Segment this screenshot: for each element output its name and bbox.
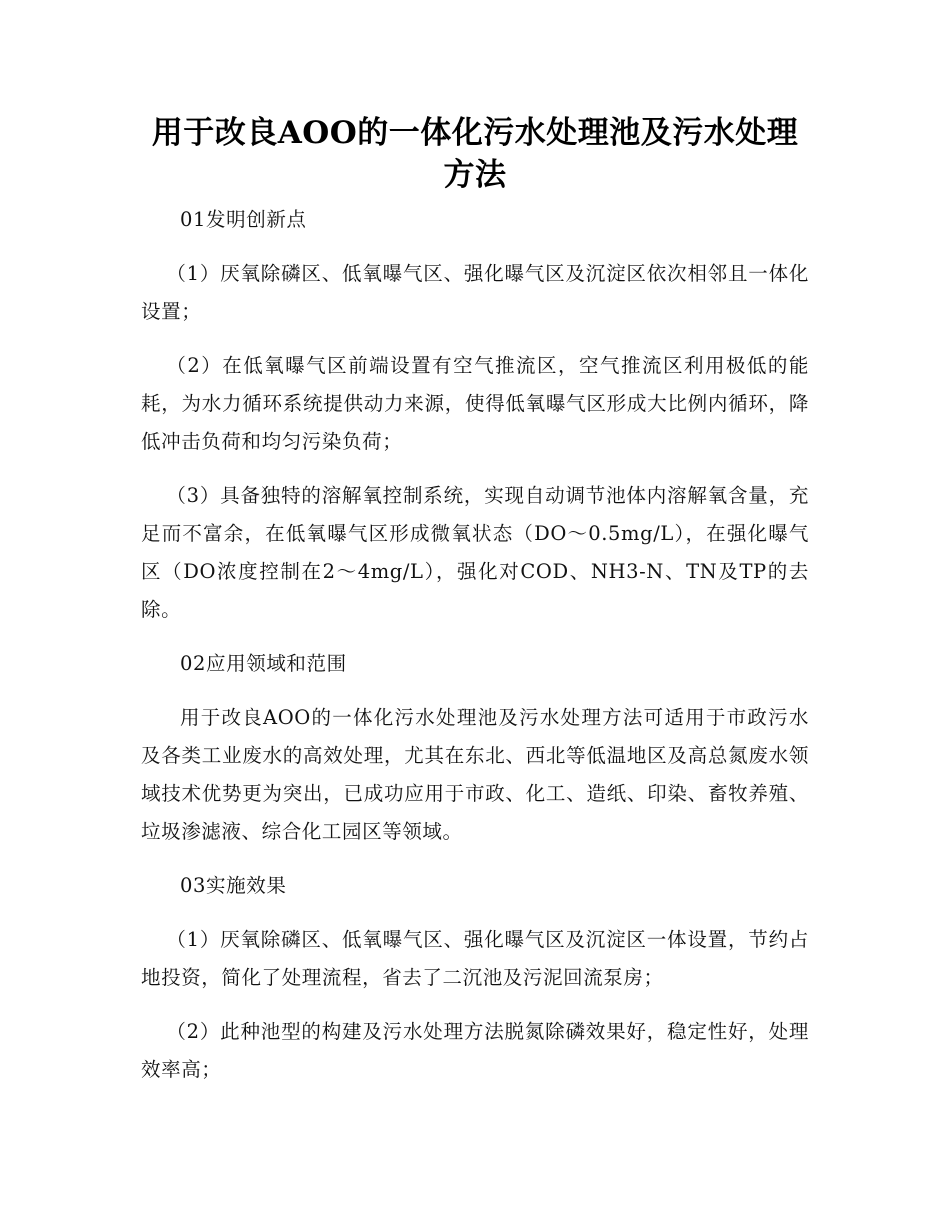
- section-heading-effects: 03实施效果: [180, 874, 287, 898]
- section-heading-application: 02应用领域和范围: [180, 652, 347, 676]
- innovation-point-3: （3）具备独特的溶解氧控制系统，实现自动调节池体内溶解氧含量，充足而不富余，在低氧曝气区形成微氧状态（DO～0.5mg/L），在强化曝气区（DO浓度控制在2～4mg/L），强化对COD、NH3-N、TN及TP的去除。: [141, 483, 809, 622]
- document-body: [141, 201, 809, 1089]
- document-title: 用于改良AOO的一体化污水处理池及污水处理方法: [151, 115, 799, 193]
- innovation-point-2: （2）在低氧曝气区前端设置有空气推流区，空气推流区利用极低的能耗，为水力循环系统提供动力来源，使得低氧曝气区形成大比例内循环，降低冲击负荷和均匀污染负荷；: [141, 353, 809, 454]
- innovation-point-1: （1）厌氧除磷区、低氧曝气区、强化曝气区及沉淀区依次相邻且一体化设置；: [141, 261, 809, 323]
- section-heading-innovation: 01发明创新点: [180, 208, 307, 231]
- effect-point-2: （2）此种池型的构建及污水处理方法脱氮除磷效果好，稳定性好，处理效率高；: [141, 1019, 809, 1081]
- effect-point-1: （1）厌氧除磷区、低氧曝气区、强化曝气区及沉淀区一体设置，节约占地投资，简化了处理流程，省去了二沉池及污泥回流泵房；: [141, 927, 809, 989]
- application-paragraph: 用于改良AOO的一体化污水处理池及污水处理方法可适用于市政污水及各类工业废水的高效处理，尤其在东北、西北等低温地区及高总氮废水领域技术优势更为突出，已成功应用于市政、化工、造纸、印染、畜牧养殖、垃圾渗滤液、综合化工园区等领域。: [141, 705, 809, 844]
